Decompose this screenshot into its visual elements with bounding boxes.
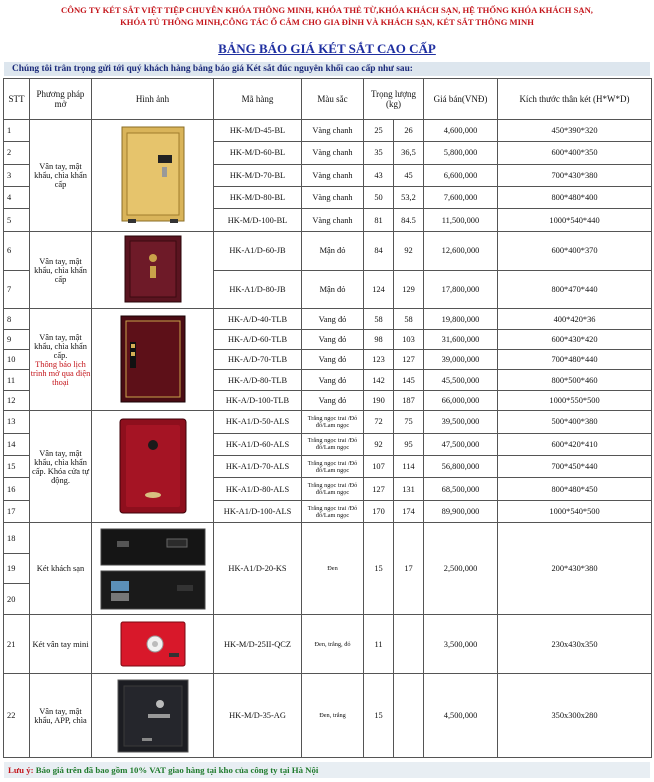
row-price: 17,800,000 — [424, 270, 498, 309]
row-code: HK-M/D-80-BL — [214, 187, 302, 209]
footer-note — [4, 762, 650, 778]
row-price: 5,800,000 — [424, 142, 498, 164]
row-price: 45,500,000 — [424, 370, 498, 390]
row-size: 700*480*440 — [498, 350, 652, 370]
row-weight-1: 81 — [364, 209, 394, 231]
row-color: Đen, trắng, đỏ — [302, 615, 364, 674]
row-code: HK-M/D-100-BL — [214, 209, 302, 231]
row-size: 800*480*450 — [498, 478, 652, 500]
row-stt: 7 — [4, 270, 30, 309]
row-code: HK-A/D-40-TLB — [214, 309, 302, 329]
row-price: 11,500,000 — [424, 209, 498, 231]
maroon-safe-image — [92, 231, 214, 308]
row-size: 400*420*36 — [498, 309, 652, 329]
row-weight-2: 75 — [394, 411, 424, 433]
method-cell: Vân tay, mật khẩu, chìa khẩn cấp — [30, 231, 92, 308]
row-size: 500*400*380 — [498, 411, 652, 433]
row-weight-2: 36,5 — [394, 142, 424, 164]
row-size: 700*450*440 — [498, 456, 652, 478]
row-weight-1: 92 — [364, 433, 394, 455]
header-code: Mã hàng — [214, 79, 302, 120]
row-code: HK-M/D-60-BL — [214, 142, 302, 164]
row-stt: 22 — [4, 674, 30, 758]
company-header — [0, 4, 654, 28]
table-row — [4, 674, 652, 758]
row-size: 1000*540*500 — [498, 500, 652, 522]
row-stt: 19 — [4, 553, 30, 584]
row-price: 39,500,000 — [424, 411, 498, 433]
table-header-row — [4, 79, 652, 120]
footer-text: Báo giá trên đã bao gồm 10% VAT giao hàng tại kho của công ty tại Hà Nội — [35, 765, 319, 775]
row-stt: 12 — [4, 390, 30, 410]
row-weight-2: 95 — [394, 433, 424, 455]
method-cell: Vân tay, mật khẩu, chìa khẩn cấp — [30, 119, 92, 231]
header-size: Kích thước thân két (H*W*D) — [498, 79, 652, 120]
method-note: Thông báo lịch trình mở qua điện thoại — [30, 359, 91, 387]
row-weight-2: 58 — [394, 309, 424, 329]
row-size: 600*420*410 — [498, 433, 652, 455]
row-stt: 1 — [4, 119, 30, 141]
row-size: 800*480*400 — [498, 187, 652, 209]
row-color: Trắng ngọc trai /Đỏ đô/Lam ngọc — [302, 478, 364, 500]
row-stt: 10 — [4, 350, 30, 370]
table-row — [4, 119, 652, 141]
row-weight-2: 45 — [394, 164, 424, 186]
row-code: HK-M/D-70-BL — [214, 164, 302, 186]
row-weight-1: 72 — [364, 411, 394, 433]
row-stt: 16 — [4, 478, 30, 500]
row-price: 4,500,000 — [424, 674, 498, 758]
row-size: 450*390*320 — [498, 119, 652, 141]
row-color: Vang đỏ — [302, 329, 364, 349]
row-stt: 11 — [4, 370, 30, 390]
method-cell: Vân tay, mật khẩu, APP, chìa — [30, 674, 92, 758]
row-weight-2: 26 — [394, 119, 424, 141]
row-weight-1: 15 — [364, 674, 394, 758]
row-color: Trắng ngọc trai /Đỏ đô/Lam ngọc — [302, 456, 364, 478]
header-image: Hình ảnh — [92, 79, 214, 120]
wine-safe-image — [92, 309, 214, 411]
row-weight-1: 84 — [364, 231, 394, 270]
row-stt: 2 — [4, 142, 30, 164]
row-price: 7,600,000 — [424, 187, 498, 209]
row-size: 230x430x350 — [498, 615, 652, 674]
row-stt: 15 — [4, 456, 30, 478]
row-weight-1: 58 — [364, 309, 394, 329]
row-size: 200*430*380 — [498, 523, 652, 615]
row-color: Vang đỏ — [302, 370, 364, 390]
header-price: Giá bán(VNĐ) — [424, 79, 498, 120]
row-weight-2 — [394, 615, 424, 674]
table-row — [4, 411, 652, 433]
row-color: Vàng chanh — [302, 209, 364, 231]
company-line-1: CÔNG TY KÉT SẮT VIỆT TIỆP CHUYÊN KHÓA THÔNG MINH, KHÓA THẺ TỪ,KHÓA KHÁCH SẠN, HỆ THỐNG KHÓA KHÁCH SẠN, — [61, 5, 593, 15]
hotel-safe-image — [92, 523, 214, 615]
row-stt: 6 — [4, 231, 30, 270]
row-size: 800*500*460 — [498, 370, 652, 390]
row-stt: 14 — [4, 433, 30, 455]
row-weight-2: 131 — [394, 478, 424, 500]
method-cell — [30, 309, 92, 411]
row-stt: 8 — [4, 309, 30, 329]
row-weight-1: 15 — [364, 523, 394, 615]
row-weight-1: 190 — [364, 390, 394, 410]
row-weight-2: 127 — [394, 350, 424, 370]
row-color: Mận đỏ — [302, 231, 364, 270]
row-color: Mận đỏ — [302, 270, 364, 309]
company-line-2: KHÓA TỦ THÔNG MINH,CÔNG TÁC Ổ CẮM CHO GIA ĐÌNH VÀ KHÁCH SẠN, KÉT SẮT THÔNG MINH — [120, 17, 534, 27]
row-color: Vàng chanh — [302, 119, 364, 141]
row-color: Vang đỏ — [302, 350, 364, 370]
gold-safe-image — [92, 119, 214, 231]
row-stt: 5 — [4, 209, 30, 231]
row-weight-2: 129 — [394, 270, 424, 309]
footer-label: Lưu ý: — [8, 765, 34, 775]
row-price: 6,600,000 — [424, 164, 498, 186]
row-size: 700*430*380 — [498, 164, 652, 186]
black-safe-image — [92, 674, 214, 758]
row-price: 19,800,000 — [424, 309, 498, 329]
row-price: 89,900,000 — [424, 500, 498, 522]
row-code: HK-A1/D-60-JB — [214, 231, 302, 270]
row-stt: 17 — [4, 500, 30, 522]
row-price: 47,500,000 — [424, 433, 498, 455]
row-weight-1: 98 — [364, 329, 394, 349]
row-size: 800*470*440 — [498, 270, 652, 309]
row-stt: 9 — [4, 329, 30, 349]
row-weight-2: 103 — [394, 329, 424, 349]
row-price: 4,600,000 — [424, 119, 498, 141]
row-weight-1: 43 — [364, 164, 394, 186]
row-price: 2,500,000 — [424, 523, 498, 615]
row-color: Vang đỏ — [302, 390, 364, 410]
row-code: HK-A1/D-60-ALS — [214, 433, 302, 455]
row-stt: 4 — [4, 187, 30, 209]
row-price: 68,500,000 — [424, 478, 498, 500]
red-safe-image — [92, 411, 214, 523]
price-table — [3, 78, 652, 758]
row-color: Vàng chanh — [302, 187, 364, 209]
row-weight-2: 187 — [394, 390, 424, 410]
row-weight-2: 145 — [394, 370, 424, 390]
row-weight-2: 53,2 — [394, 187, 424, 209]
row-price: 12,600,000 — [424, 231, 498, 270]
row-color: Đen, trắng — [302, 674, 364, 758]
row-color: Vàng chanh — [302, 164, 364, 186]
row-weight-1: 50 — [364, 187, 394, 209]
row-weight-1: 11 — [364, 615, 394, 674]
row-code: HK-A1/D-80-ALS — [214, 478, 302, 500]
row-weight-2: 84.5 — [394, 209, 424, 231]
row-stt: 3 — [4, 164, 30, 186]
row-code: HK-A/D-80-TLB — [214, 370, 302, 390]
row-code: HK-M/D-25II-QCZ — [214, 615, 302, 674]
row-price: 3,500,000 — [424, 615, 498, 674]
row-weight-1: 127 — [364, 478, 394, 500]
method-cell: Két vân tay mini — [30, 615, 92, 674]
table-row — [4, 615, 652, 674]
row-price: 39,000,000 — [424, 350, 498, 370]
row-code: HK-A1/D-20-KS — [214, 523, 302, 615]
row-color: Vang đỏ — [302, 309, 364, 329]
row-weight-1: 142 — [364, 370, 394, 390]
method-cell: Vân tay, mật khẩu, chìa khẩn cấp. Khóa cửa tự động. — [30, 411, 92, 523]
row-size: 1000*550*500 — [498, 390, 652, 410]
row-stt: 20 — [4, 584, 30, 615]
row-size: 600*400*350 — [498, 142, 652, 164]
header-stt: STT — [4, 79, 30, 120]
row-price: 66,000,000 — [424, 390, 498, 410]
row-color: Trắng ngọc trai /Đỏ đô/Lam ngọc — [302, 411, 364, 433]
row-size: 1000*540*440 — [498, 209, 652, 231]
row-size: 600*430*420 — [498, 329, 652, 349]
header-weight: Trọng lượng (kg) — [364, 79, 424, 120]
row-code: HK-A/D-60-TLB — [214, 329, 302, 349]
row-code: HK-A/D-100-TLB — [214, 390, 302, 410]
row-weight-1: 25 — [364, 119, 394, 141]
row-weight-1: 123 — [364, 350, 394, 370]
row-color: Đen — [302, 523, 364, 615]
row-price: 31,600,000 — [424, 329, 498, 349]
row-code: HK-A1/D-100-ALS — [214, 500, 302, 522]
row-code: HK-A1/D-80-JB — [214, 270, 302, 309]
row-size: 350x300x280 — [498, 674, 652, 758]
row-color: Trắng ngọc trai /Đỏ đô/Lam ngọc — [302, 500, 364, 522]
row-stt: 13 — [4, 411, 30, 433]
header-color: Màu sắc — [302, 79, 364, 120]
row-stt: 21 — [4, 615, 30, 674]
method-cell: Két khách sạn — [30, 523, 92, 615]
page-title: BẢNG BÁO GIÁ KÉT SẮT CAO CẤP — [218, 41, 436, 56]
row-weight-2: 114 — [394, 456, 424, 478]
row-code: HK-M/D-45-BL — [214, 119, 302, 141]
header-method: Phương pháp mở — [30, 79, 92, 120]
row-color: Trắng ngọc trai /Đỏ đô/Lam ngọc — [302, 433, 364, 455]
row-code: HK-A1/D-70-ALS — [214, 456, 302, 478]
row-color: Vàng chanh — [302, 142, 364, 164]
row-stt: 18 — [4, 523, 30, 554]
table-row — [4, 309, 652, 329]
row-weight-1: 35 — [364, 142, 394, 164]
row-weight-1: 170 — [364, 500, 394, 522]
table-row — [4, 523, 652, 554]
row-code: HK-M/D-35-AG — [214, 674, 302, 758]
row-weight-2: 92 — [394, 231, 424, 270]
intro-text: Chúng tôi trân trọng gửi tới quý khách hàng bảng báo giá Két sắt đúc nguyên khối cao cấp như sau: — [4, 62, 650, 76]
row-weight-2: 174 — [394, 500, 424, 522]
row-price: 56,800,000 — [424, 456, 498, 478]
row-weight-2 — [394, 674, 424, 758]
row-weight-1: 107 — [364, 456, 394, 478]
mini-safe-image — [92, 615, 214, 674]
row-code: HK-A/D-70-TLB — [214, 350, 302, 370]
row-code: HK-A1/D-50-ALS — [214, 411, 302, 433]
row-weight-2: 17 — [394, 523, 424, 615]
method-text: Vân tay, mật khẩu, chìa khẩn cấp. — [34, 332, 87, 360]
row-size: 600*400*370 — [498, 231, 652, 270]
row-weight-1: 124 — [364, 270, 394, 309]
table-row — [4, 231, 652, 270]
